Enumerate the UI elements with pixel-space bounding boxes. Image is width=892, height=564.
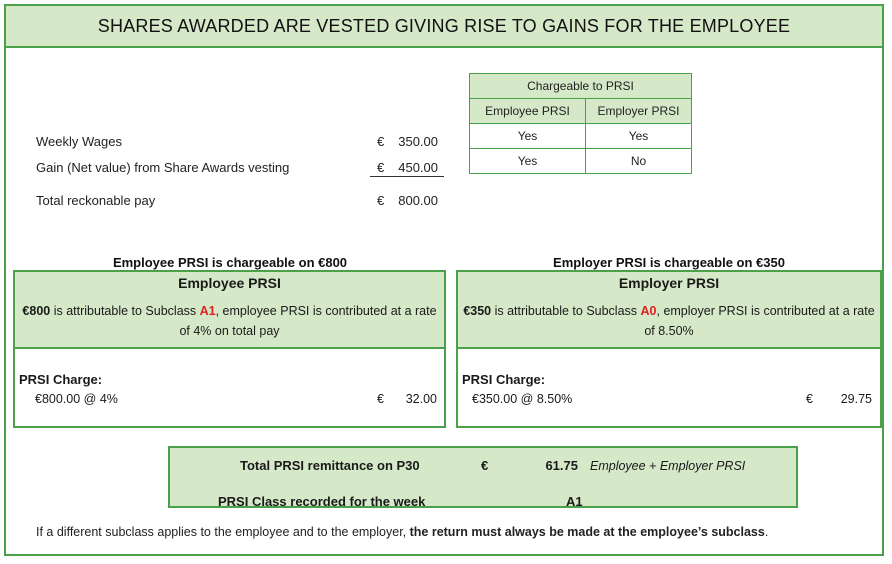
employee-prsi-heading: Employee PRSI <box>178 275 281 291</box>
col-employer-prsi: Employer PRSI <box>586 99 692 124</box>
employer-caption: Employer PRSI is chargeable on €350 <box>553 255 785 270</box>
employer-charge-label: PRSI Charge: <box>462 372 546 387</box>
employee-prsi-box <box>13 270 446 428</box>
employer-prsi-header <box>458 272 880 349</box>
table-cell: Yes <box>470 149 586 174</box>
share-gain-amount: 450.00 <box>398 160 438 175</box>
employer-charge-calc: €350.00 @ 8.50% <box>472 392 573 406</box>
share-gain-label: Gain (Net value) from Share Awards vesting <box>36 160 290 175</box>
employee-charge-value: 32.00 <box>405 392 437 406</box>
weekly-wages-amount: 350.00 <box>398 134 438 149</box>
employee-charge-currency: € <box>377 392 384 406</box>
worksheet-frame <box>4 4 884 556</box>
footer-emphasis: the return must always be made at the employee’s subclass <box>409 525 765 539</box>
total-prsi-box <box>168 446 798 508</box>
total-pay-label: Total reckonable pay <box>36 193 156 208</box>
employee-prsi-header <box>15 272 444 349</box>
chargeable-header: Chargeable to PRSI <box>470 74 692 99</box>
employer-charge-value: 29.75 <box>840 392 872 406</box>
prsi-class-value: A1 <box>566 494 583 509</box>
total-remittance-label: Total PRSI remittance on P30 <box>240 458 420 473</box>
employee-subclass: A1 <box>199 304 216 318</box>
chargeable-table <box>469 73 692 174</box>
page-title: SHARES AWARDED ARE VESTED GIVING RISE TO GAINS FOR THE EMPLOYEE <box>6 6 882 48</box>
total-remittance-value: 61.75 <box>545 458 578 473</box>
prsi-class-label: PRSI Class recorded for the week <box>218 494 426 509</box>
total-remittance-currency: € <box>481 458 489 473</box>
table-cell: Yes <box>470 124 586 149</box>
table-cell: No <box>586 149 692 174</box>
total-remittance-note: Employee + Employer PRSI <box>590 459 746 473</box>
weekly-wages-label: Weekly Wages <box>36 134 122 149</box>
footer-note: If a different subclass applies to the employee and to the employer, the return must always be made at the employee’s subclass. <box>36 525 769 539</box>
employer-prsi-heading: Employer PRSI <box>618 275 720 291</box>
col-employee-prsi: Employee PRSI <box>470 99 586 124</box>
total-pay-currency: € <box>377 193 385 208</box>
employer-charge-currency: € <box>806 392 813 406</box>
employee-caption: Employee PRSI is chargeable on €800 <box>112 255 348 270</box>
employer-prsi-description: €350 is attributable to Subclass A0, employer PRSI is contributed at a rate of 8.50% <box>463 304 875 338</box>
total-pay-amount: 800.00 <box>398 193 438 208</box>
employee-prsi-description: €800 is attributable to Subclass A1, employee PRSI is contributed at a rate of 4% on total pay <box>22 304 437 338</box>
employee-charge-label: PRSI Charge: <box>19 372 103 387</box>
employer-prsi-box <box>456 270 882 428</box>
employee-charge-calc: €800.00 @ 4% <box>35 392 118 406</box>
employer-subclass: A0 <box>640 304 657 318</box>
weekly-wages-currency: € <box>377 134 385 149</box>
table-cell: Yes <box>586 124 692 149</box>
share-gain-currency: € <box>377 160 385 175</box>
